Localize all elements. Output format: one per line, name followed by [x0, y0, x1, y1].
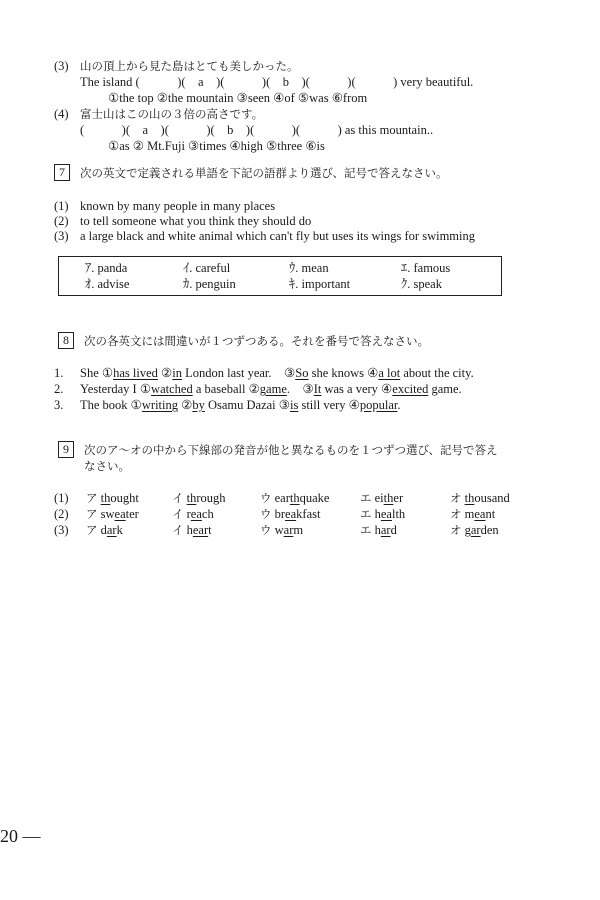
- option-mark: オ: [450, 507, 462, 521]
- s8-3-underlined-2: by: [192, 398, 205, 412]
- s9-row-3-option-a: [86, 522, 123, 538]
- option-underlined: ar: [106, 523, 117, 537]
- q4-choices: ①as ② Mt.Fuji ③times ④high ⑤three ⑥is: [108, 139, 325, 153]
- section-8-instruction: 次の各英文には間違いが１つずつある。それを番号で答えなさい。: [84, 334, 429, 348]
- option-underlined: ear: [192, 523, 209, 537]
- s8-3-text-i: .: [397, 398, 401, 412]
- q3-number: (3): [54, 59, 69, 73]
- word-penguin: ｶ. penguin: [183, 277, 236, 291]
- option-mark: エ: [360, 507, 372, 521]
- option-text: g: [464, 523, 471, 537]
- option-text: d: [100, 523, 107, 537]
- s8-2-text-e: . ③: [286, 382, 314, 396]
- option-underlined: th: [289, 491, 300, 505]
- s8-3-text-c: ②: [178, 398, 193, 412]
- section-7-box: 7: [54, 164, 70, 181]
- option-underlined: ea: [114, 507, 126, 521]
- option-mark: オ: [450, 491, 462, 505]
- section-9-instruction-line-2: なさい。: [84, 459, 130, 473]
- option-mark: ウ: [260, 523, 272, 537]
- option-mark: イ: [172, 491, 184, 505]
- page-number: 20 —: [0, 826, 41, 846]
- option-mark: ア: [86, 523, 98, 537]
- s9-row-3-option-e: [450, 522, 499, 538]
- option-text: k: [116, 523, 123, 537]
- q4-number: (4): [54, 107, 69, 121]
- s8-1-underlined-4: a lot: [378, 366, 401, 380]
- s9-row-1-option-c: [260, 490, 329, 506]
- s8-1-underlined-1: has lived: [113, 366, 158, 380]
- s8-sentence-2: [54, 381, 462, 397]
- s9-row-2: [54, 506, 554, 522]
- s9-row-3-option-d: [360, 522, 397, 538]
- option-underlined: th: [383, 491, 394, 505]
- s9-row-2-option-a: [86, 506, 139, 522]
- s7-item-2-number: (2): [54, 214, 69, 228]
- word-bank-box: [58, 256, 502, 296]
- s9-row-1-number: (1): [54, 491, 69, 505]
- s9-row-3-option-b: [172, 522, 212, 538]
- section-9-instruction-line-1: 次のア～オの中から下線部の発音が他と異なるものを１つずつ選び、記号で答え: [84, 443, 498, 457]
- option-mark: エ: [360, 491, 372, 505]
- option-underlined: th: [464, 491, 475, 505]
- option-mark: イ: [172, 523, 184, 537]
- option-text: h: [374, 507, 381, 521]
- s8-sentence-1-number: 1.: [54, 366, 64, 380]
- word-important: ｷ. important: [289, 277, 351, 291]
- s8-sentence-3: [54, 397, 401, 413]
- option-text: ear: [274, 491, 290, 505]
- option-text: h: [186, 523, 193, 537]
- option-underlined: ea: [285, 507, 297, 521]
- option-text: nt: [485, 507, 496, 521]
- s7-item-3-text: a large black and white animal which can't fly but uses its wings for swimming: [80, 229, 475, 243]
- option-underlined: ar: [470, 523, 481, 537]
- s8-3-underlined-1: writing: [141, 398, 178, 412]
- q3-japanese: 山の頂上から見た島はとても美しかった。: [80, 59, 299, 73]
- s8-2-text-i: game.: [428, 382, 462, 396]
- word-panda: ｱ. panda: [85, 261, 128, 275]
- s8-2-underlined-2: game: [259, 382, 287, 396]
- s8-sentence-2-number: 2.: [54, 382, 64, 396]
- option-text: r: [186, 507, 191, 521]
- s9-row-2-option-e: [450, 506, 495, 522]
- s8-3-text-a: The book ①: [80, 398, 142, 412]
- q3-choices: ①the top ②the mountain ③seen ④of ⑤was ⑥from: [108, 91, 368, 105]
- s9-row-1-option-b: [172, 490, 226, 506]
- option-text: er: [393, 491, 404, 505]
- option-text: ei: [374, 491, 384, 505]
- option-mark: イ: [172, 507, 184, 521]
- word-mean: ｳ. mean: [289, 261, 329, 275]
- option-text: ter: [125, 507, 139, 521]
- s8-1-underlined-3: So: [295, 366, 309, 380]
- s8-1-underlined-2: in: [172, 366, 182, 380]
- s7-item-2-text: to tell someone what you think they should do: [80, 214, 312, 228]
- option-mark: ア: [86, 507, 98, 521]
- s8-2-text-a: Yesterday I ①: [80, 382, 152, 396]
- option-text: sw: [100, 507, 115, 521]
- s8-2-text-g: was a very ④: [321, 382, 393, 396]
- option-underlined: ea: [474, 507, 486, 521]
- s9-row-2-number: (2): [54, 507, 69, 521]
- s8-2-underlined-1: watched: [151, 382, 193, 396]
- s8-3-underlined-4: popular: [359, 398, 398, 412]
- option-underlined: ar: [380, 523, 391, 537]
- section-9-box: 9: [58, 441, 74, 458]
- option-underlined: th: [186, 491, 197, 505]
- s8-2-text-c: a baseball ②: [192, 382, 260, 396]
- s8-sentence-3-number: 3.: [54, 398, 64, 412]
- q4-japanese: 富士山はこの山の３倍の高さです。: [80, 107, 264, 121]
- s8-3-text-e: Osamu Dazai ③: [204, 398, 290, 412]
- s9-row-1: [54, 490, 554, 506]
- s9-row-2-option-d: [360, 506, 405, 522]
- word-careful: ｲ. careful: [183, 261, 231, 275]
- word-speak: ｸ. speak: [401, 277, 442, 291]
- s8-3-text-g: still very ④: [298, 398, 360, 412]
- option-text: lth: [391, 507, 406, 521]
- s9-row-3: [54, 522, 554, 538]
- s9-row-3-number: (3): [54, 523, 69, 537]
- s9-row-2-option-b: [172, 506, 214, 522]
- word-famous: ｴ. famous: [401, 261, 451, 275]
- option-text: d: [390, 523, 397, 537]
- option-text: m: [293, 523, 304, 537]
- s8-1-text-c: ②: [157, 366, 173, 380]
- s9-row-3-option-c: [260, 522, 303, 538]
- s8-1-text-g: she knows ④: [308, 366, 379, 380]
- word-advise: ｵ. advise: [85, 277, 130, 291]
- s8-3-underlined-3: is: [289, 398, 299, 412]
- option-mark: オ: [450, 523, 462, 537]
- option-text: ch: [201, 507, 214, 521]
- option-text: w: [274, 523, 284, 537]
- s8-2-underlined-3: It: [313, 382, 322, 396]
- option-mark: ア: [86, 491, 98, 505]
- section-7-instruction: 次の英文で定義される単語を下記の語群より選び、記号で答えなさい。: [80, 166, 448, 180]
- option-text: ought: [110, 491, 139, 505]
- s8-1-text-a: She ①: [80, 366, 114, 380]
- s7-item-1-text: known by many people in many places: [80, 199, 276, 213]
- q3-english: The island ( )( a )( )( b )( )( ) very beautiful.: [80, 75, 474, 89]
- option-mark: ウ: [260, 491, 272, 505]
- option-underlined: ea: [190, 507, 202, 521]
- option-text: kfast: [296, 507, 321, 521]
- option-text: quake: [299, 491, 330, 505]
- s9-row-1-option-d: [360, 490, 403, 506]
- s8-sentence-1: [54, 365, 474, 381]
- option-text: den: [480, 523, 499, 537]
- option-underlined: th: [100, 491, 111, 505]
- s9-row-1-option-a: [86, 490, 139, 506]
- section-8-box: 8: [58, 332, 74, 349]
- s8-1-text-e: London last year. ③: [181, 366, 296, 380]
- s7-item-1-number: (1): [54, 199, 69, 213]
- s8-1-text-i: about the city.: [400, 366, 474, 380]
- option-text: rough: [196, 491, 226, 505]
- option-text: h: [374, 523, 381, 537]
- s9-row-1-option-e: [450, 490, 510, 506]
- option-text: ousand: [474, 491, 510, 505]
- option-text: br: [274, 507, 286, 521]
- option-mark: ウ: [260, 507, 272, 521]
- option-mark: エ: [360, 523, 372, 537]
- option-text: m: [464, 507, 475, 521]
- s9-row-2-option-c: [260, 506, 320, 522]
- q4-english: ( )( a )( )( b )( )( ) as this mountain..: [80, 123, 434, 137]
- s8-2-underlined-4: excited: [392, 382, 429, 396]
- option-underlined: ea: [380, 507, 392, 521]
- option-text: t: [208, 523, 212, 537]
- s7-item-3-number: (3): [54, 229, 69, 243]
- option-underlined: ar: [283, 523, 294, 537]
